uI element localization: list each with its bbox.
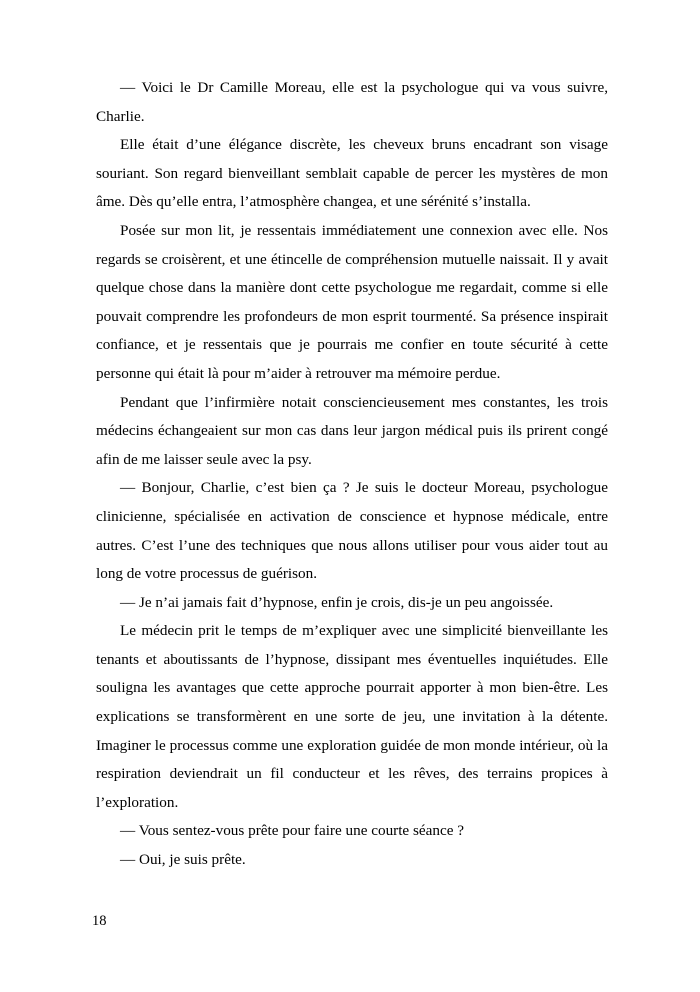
paragraph: — Vous sentez-vous prête pour faire une courte séance ? bbox=[120, 822, 464, 840]
paragraph: — Je n’ai jamais fait d’hypnose, enfin je crois, dis-je un peu angoissée. bbox=[120, 593, 554, 611]
paragraph: — Bonjour, Charlie, c’est bien ça ? Je suis le docteur Moreau, psychologue clinicienne, spécialisée en activation de conscience et hypnose médicale, entre autres. C’est l’une des techniques que nous allons utiliser pour vous aider tout au long de votre processus de guérison. bbox=[96, 479, 608, 583]
paragraph: Pendant que l’infirmière notait consciencieusement mes constantes, les trois médecins échangeaient sur mon cas dans leur jargon médical puis ils prirent congé afin de me laisser seule avec la psy. bbox=[96, 393, 608, 468]
paragraph: Posée sur mon lit, je ressentais immédiatement une connexion avec elle. Nos regards se croisèrent, et une étincelle de compréhension mutuelle naissait. Il y avait quelque chose dans la manière dont cette psychologue me regardait, comme si elle pouvait comprendre les profondeurs de mon esprit tourmenté. Sa présence inspirait confiance, et je ressentais que je pourrais me confier en toute sécurité à cette personne qui était là pour m’aider à retrouver ma mémoire perdue. bbox=[96, 221, 608, 382]
page-body-text bbox=[96, 74, 608, 875]
paragraph: — Voici le Dr Camille Moreau, elle est la psychologue qui va vous suivre, Charlie. bbox=[96, 79, 608, 125]
paragraph: Le médecin prit le temps de m’expliquer avec une simplicité bienveillante les tenants et aboutissants de l’hypnose, dissipant mes éventuelles inquiétudes. Elle souligna les avantages que cette approche pourrait apporter à mon bien-être. Les explications se transformèrent en une sorte de jeu, une invitation à la détente. Imaginer le processus comme une exploration guidée de mon monde intérieur, où la respiration deviendrait un fil conducteur et les rêves, des terrains propices à l’exploration. bbox=[96, 622, 608, 811]
paragraph: — Oui, je suis prête. bbox=[120, 851, 246, 869]
paragraph: Elle était d’une élégance discrète, les cheveux bruns encadrant son visage souriant. Son regard bienveillant semblait capable de percer les mystères de mon âme. Dès qu’elle entra, l’atmosphère changea, et une sérénité s’installa. bbox=[96, 136, 608, 211]
page-number: 18 bbox=[92, 913, 107, 929]
